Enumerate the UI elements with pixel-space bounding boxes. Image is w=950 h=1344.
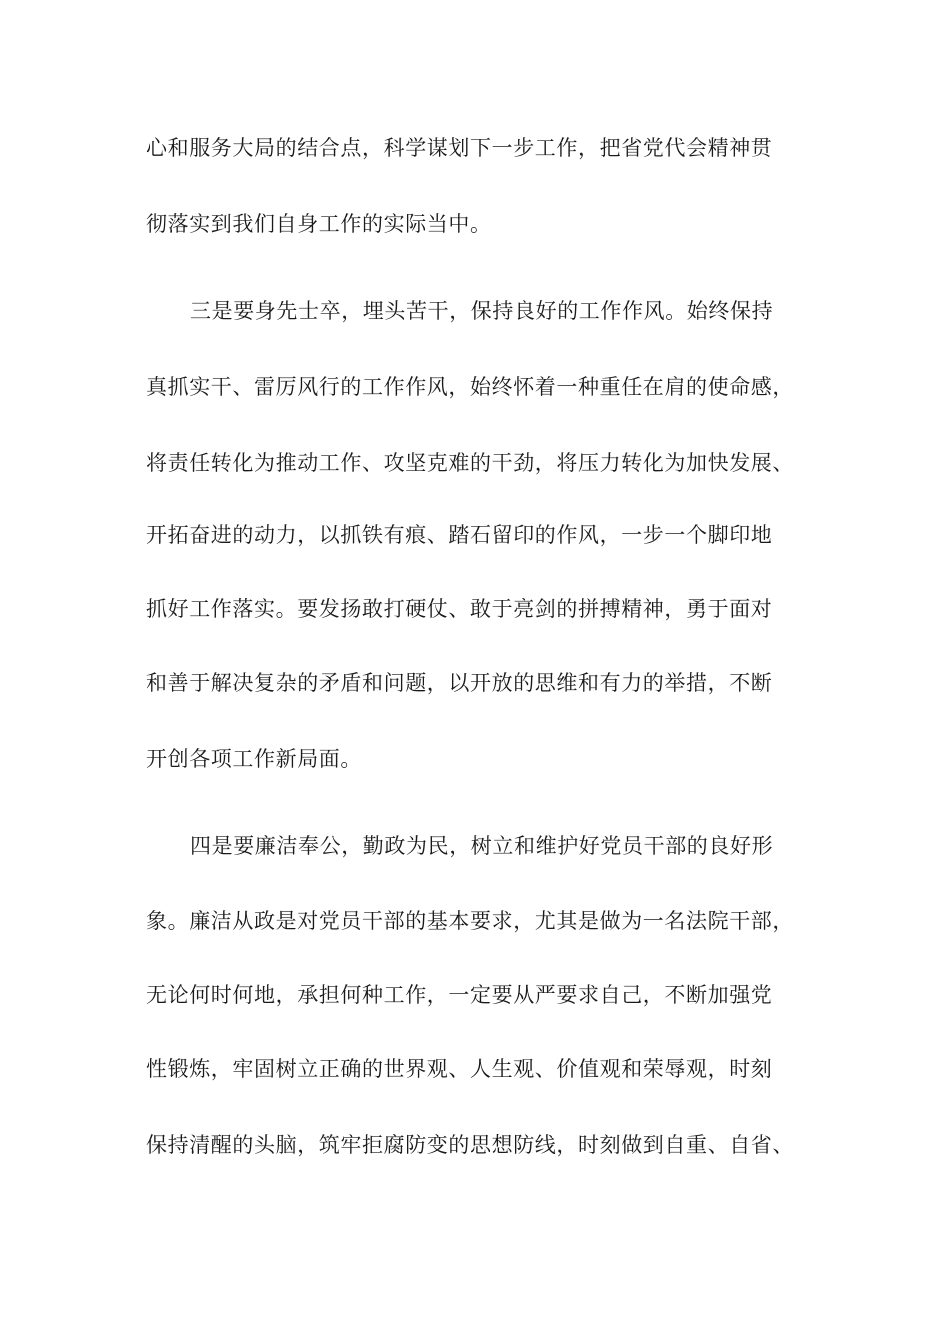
text-line: 抓好工作落实。要发扬敢打硬仗、敢于亮剑的拼搏精神，勇于面对 <box>146 597 773 621</box>
text-line: 开拓奋进的动力，以抓铁有痕、踏石留印的作风，一步一个脚印地 <box>146 523 773 547</box>
paragraph-start-line: 三是要身先士卒，埋头苦干，保持良好的工作作风。始终保持 <box>190 299 774 323</box>
paragraph-start-line: 四是要廉洁奉公，勤政为民，树立和维护好党员干部的良好形 <box>190 834 774 858</box>
text-line: 性锻炼，牢固树立正确的世界观、人生观、价值观和荣辱观，时刻 <box>146 1057 773 1081</box>
text-line: 象。廉洁从政是对党员干部的基本要求，尤其是做为一名法院干部， <box>146 909 794 933</box>
text-line: 保持清醒的头脑，筑牢拒腐防变的思想防线，时刻做到自重、自省、 <box>146 1133 794 1157</box>
text-line: 将责任转化为推动工作、攻坚克难的干劲，将压力转化为加快发展、 <box>146 451 794 475</box>
text-line: 心和服务大局的结合点，科学谋划下一步工作，把省党代会精神贯 <box>146 136 773 160</box>
text-line: 开创各项工作新局面。 <box>146 747 362 771</box>
text-line: 无论何时何地，承担何种工作，一定要从严要求自己，不断加强党 <box>146 983 773 1007</box>
text-line: 和善于解决复杂的矛盾和问题，以开放的思维和有力的举措，不断 <box>146 671 773 695</box>
text-line: 真抓实干、雷厉风行的工作作风，始终怀着一种重任在肩的使命感， <box>146 375 794 399</box>
text-line: 彻落实到我们自身工作的实际当中。 <box>146 212 492 236</box>
